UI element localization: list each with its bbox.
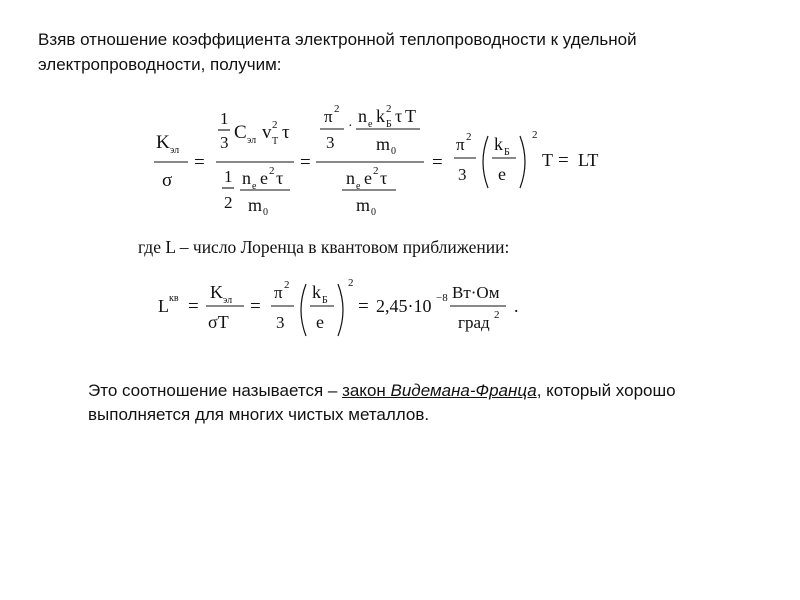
svg-text:.: .: [514, 296, 519, 316]
svg-text:2: 2: [532, 129, 538, 141]
svg-text:e: e: [364, 168, 372, 188]
svg-text:n: n: [242, 168, 251, 188]
svg-text:=: =: [300, 152, 311, 173]
svg-text:=: =: [250, 296, 261, 317]
svg-text:2: 2: [466, 131, 472, 143]
svg-text:3: 3: [220, 133, 229, 152]
svg-text:2: 2: [272, 119, 278, 131]
svg-text:Вт·Ом: Вт·Ом: [452, 283, 500, 302]
svg-text:−8: −8: [436, 292, 448, 304]
svg-text:k: k: [494, 134, 503, 154]
svg-text:τ: τ: [282, 122, 290, 143]
svg-text:n: n: [346, 168, 355, 188]
svg-text:e: e: [260, 168, 268, 188]
svg-text:эл: эл: [223, 295, 233, 306]
svg-text:e: e: [498, 164, 506, 184]
svg-text:T: T: [405, 106, 416, 126]
law-name: Видемана-Франца: [390, 381, 537, 400]
svg-text:2: 2: [494, 309, 500, 321]
svg-text:=: =: [188, 296, 199, 317]
svg-text:=: =: [194, 152, 205, 173]
svg-text:=: =: [558, 150, 569, 171]
svg-text:Б: Б: [322, 295, 328, 306]
svg-text:m: m: [376, 134, 391, 154]
svg-text:m: m: [356, 195, 371, 215]
svg-text:2: 2: [386, 103, 392, 115]
intro-text: Взяв отношение коэффициента электронной теплопроводности к удельной электропроводности, получим:: [38, 30, 637, 74]
svg-text:эл: эл: [170, 145, 180, 156]
svg-text:0: 0: [391, 146, 396, 157]
svg-text:σT: σT: [208, 312, 229, 332]
svg-text:1: 1: [220, 109, 229, 128]
svg-text:T: T: [542, 150, 553, 170]
svg-text:τ: τ: [276, 168, 284, 188]
svg-text:2: 2: [373, 165, 379, 177]
svg-text:e: e: [356, 181, 361, 192]
svg-text:3: 3: [326, 133, 335, 152]
svg-text:2: 2: [269, 165, 275, 177]
svg-text:3: 3: [458, 165, 467, 184]
svg-text:k: k: [312, 282, 321, 302]
svg-text:град: град: [458, 313, 490, 332]
svg-text:2: 2: [224, 193, 233, 212]
svg-text:π: π: [456, 135, 465, 154]
svg-text:эл: эл: [247, 135, 257, 146]
svg-text:e: e: [316, 312, 324, 332]
svg-text:k: k: [376, 106, 385, 126]
svg-text:τ: τ: [395, 106, 403, 126]
svg-text:=: =: [432, 152, 443, 173]
svg-text:кв: кв: [169, 293, 179, 304]
svg-text:3: 3: [276, 313, 285, 332]
svg-text:K: K: [210, 282, 223, 302]
svg-text:2: 2: [348, 277, 354, 289]
svg-text:Б: Б: [504, 147, 510, 158]
svg-text:e: e: [252, 181, 257, 192]
svg-text:2: 2: [334, 103, 340, 115]
svg-text:2: 2: [284, 279, 290, 291]
conclusion-dash: –: [323, 381, 343, 400]
svg-text:L: L: [158, 296, 169, 316]
formula-wiedemann-franz-ratio: [150, 100, 620, 225]
svg-text:e: e: [368, 119, 373, 130]
formula-lorenz-number: [150, 272, 540, 342]
svg-text:K: K: [156, 132, 170, 153]
svg-text:0: 0: [371, 207, 376, 218]
svg-text:C: C: [234, 122, 247, 143]
svg-text:T: T: [272, 136, 279, 147]
svg-text:n: n: [358, 106, 367, 126]
svg-text:LT: LT: [578, 150, 599, 170]
conclusion-before: Это соотношение называется: [88, 381, 324, 400]
lorenz-number-note: где L – число Лоренца в квантовом приближении:: [138, 237, 510, 257]
svg-text:τ: τ: [380, 168, 388, 188]
svg-text:Б: Б: [386, 119, 392, 130]
svg-text:v: v: [262, 122, 272, 143]
svg-text:m: m: [248, 195, 263, 215]
svg-text:·: ·: [348, 119, 353, 134]
law-link: [342, 381, 537, 400]
svg-text:=: =: [358, 296, 369, 317]
conclusion-paragraph: [88, 379, 768, 427]
svg-text:0: 0: [263, 207, 268, 218]
conclusion-after: , который хорошо выполняется для многих чистых металлов.: [88, 381, 676, 424]
svg-text:1: 1: [224, 167, 233, 186]
svg-text:π: π: [274, 283, 283, 302]
svg-text:2,45·10: 2,45·10: [376, 296, 432, 316]
svg-text:π: π: [324, 107, 333, 126]
law-prefix: закон: [342, 381, 391, 400]
svg-text:σ: σ: [162, 170, 173, 191]
